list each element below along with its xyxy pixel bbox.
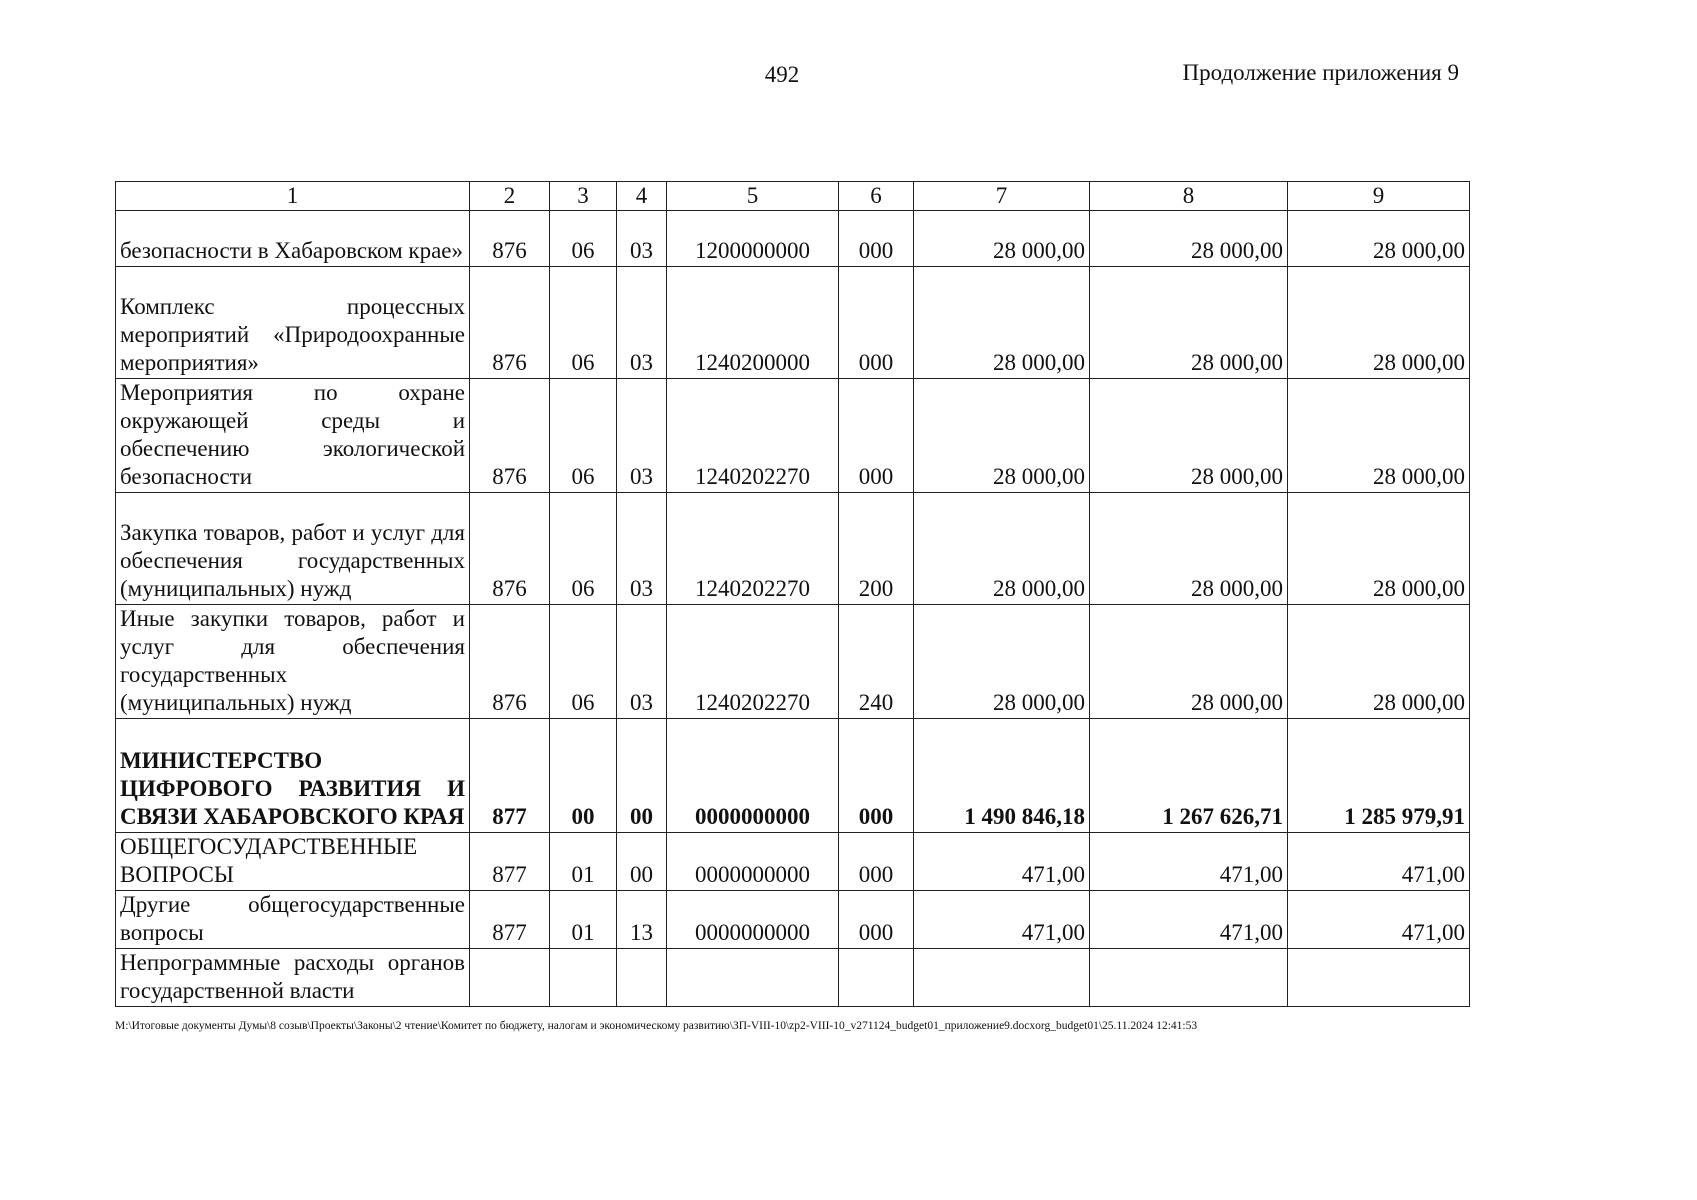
expense-type-code: 000: [839, 833, 914, 891]
ministry-code: 876: [470, 493, 550, 605]
column-header: 5: [667, 182, 839, 211]
expense-type-code: [839, 949, 914, 1007]
page-number: 492: [764, 62, 800, 87]
subsection-code: 00: [617, 833, 667, 891]
target-article-code: 0000000000: [667, 891, 839, 949]
amount-col7: 28 000,00: [914, 493, 1090, 605]
amount-col8: 28 000,00: [1090, 267, 1288, 379]
table-row: [116, 267, 1470, 379]
item-name: безопасности в Хабаровском крае»: [116, 211, 470, 267]
subsection-code: 00: [617, 719, 667, 833]
column-header: 3: [550, 182, 617, 211]
section-code: 06: [550, 605, 617, 719]
budget-table: [115, 181, 1470, 1007]
subsection-code: 03: [617, 493, 667, 605]
amount-col7: 471,00: [914, 833, 1090, 891]
file-path-footer: M:\Итоговые документы Думы\8 созыв\Проекты\Законы\2 чтение\Комитет по бюджету, налогам и экономическому развитию\ЗП-VIII-10\zp2-VIII-10_v271124_budget01_приложение9.docxorg_budget01\25.11.2024 12:41:53: [115, 1020, 1198, 1032]
table-row: [116, 211, 1470, 267]
ministry-code: 877: [470, 833, 550, 891]
amount-col8: 471,00: [1090, 833, 1288, 891]
ministry-code: 877: [470, 891, 550, 949]
section-code: [550, 949, 617, 1007]
expense-type-code: 000: [839, 891, 914, 949]
expense-type-code: 240: [839, 605, 914, 719]
amount-col7: 1 490 846,18: [914, 719, 1090, 833]
amount-col7: 28 000,00: [914, 211, 1090, 267]
table-row-ministry-total: [116, 719, 1470, 833]
amount-col9: 28 000,00: [1288, 267, 1470, 379]
target-article-code: 1240200000: [667, 267, 839, 379]
amount-col9: 28 000,00: [1288, 605, 1470, 719]
subsection-code: 03: [617, 605, 667, 719]
target-article-code: 0000000000: [667, 719, 839, 833]
amount-col9: 471,00: [1288, 833, 1470, 891]
item-name: Непрограммные расходы органов государственной власти: [116, 949, 470, 1007]
amount-col8: 1 267 626,71: [1090, 719, 1288, 833]
column-header: 8: [1090, 182, 1288, 211]
section-code: 00: [550, 719, 617, 833]
amount-col7: [914, 949, 1090, 1007]
table-row: [116, 949, 1470, 1007]
amount-col7: 28 000,00: [914, 605, 1090, 719]
section-code: 06: [550, 211, 617, 267]
amount-col9: [1288, 949, 1470, 1007]
target-article-code: 1240202270: [667, 379, 839, 493]
table-row: [116, 379, 1470, 493]
ministry-code: 876: [470, 379, 550, 493]
target-article-code: 1240202270: [667, 605, 839, 719]
section-code: 06: [550, 267, 617, 379]
ministry-code: 876: [470, 267, 550, 379]
target-article-code: 0000000000: [667, 833, 839, 891]
amount-col8: 28 000,00: [1090, 379, 1288, 493]
table-row: [116, 493, 1470, 605]
item-name: Закупка товаров, работ и услуг для обеспечения государственных (муниципальных) нужд: [116, 493, 470, 605]
column-header: 6: [839, 182, 914, 211]
amount-col7: 28 000,00: [914, 267, 1090, 379]
amount-col8: 28 000,00: [1090, 211, 1288, 267]
amount-col7: 471,00: [914, 891, 1090, 949]
item-name: ОБЩЕГОСУДАРСТВЕННЫЕ ВОПРОСЫ: [116, 833, 470, 891]
target-article-code: [667, 949, 839, 1007]
ministry-code: [470, 949, 550, 1007]
section-code: 06: [550, 493, 617, 605]
column-header: 4: [617, 182, 667, 211]
table-row: [116, 605, 1470, 719]
continuation-title: Продолжение приложения 9: [1182, 60, 1459, 85]
ministry-code: 876: [470, 605, 550, 719]
amount-col8: 28 000,00: [1090, 493, 1288, 605]
target-article-code: 1200000000: [667, 211, 839, 267]
table-row: [116, 833, 1470, 891]
table-row: [116, 891, 1470, 949]
ministry-code: 877: [470, 719, 550, 833]
section-code: 01: [550, 833, 617, 891]
item-name: Мероприятия по охране окружающей среды и обеспечению экологической безопасности: [116, 379, 470, 493]
section-code: 01: [550, 891, 617, 949]
subsection-code: 03: [617, 267, 667, 379]
column-number-row: [116, 182, 1470, 211]
column-header: 1: [116, 182, 470, 211]
amount-col8: 28 000,00: [1090, 605, 1288, 719]
column-header: 9: [1288, 182, 1470, 211]
item-name: МИНИСТЕРСТВО ЦИФРОВОГО РАЗВИТИЯ И СВЯЗИ ХАБАРОВСКОГО КРАЯ: [116, 719, 470, 833]
item-name: Другие общегосударственные вопросы: [116, 891, 470, 949]
subsection-code: 03: [617, 211, 667, 267]
amount-col8: [1090, 949, 1288, 1007]
amount-col9: 28 000,00: [1288, 211, 1470, 267]
amount-col7: 28 000,00: [914, 379, 1090, 493]
expense-type-code: 000: [839, 267, 914, 379]
amount-col9: 28 000,00: [1288, 493, 1470, 605]
subsection-code: 03: [617, 379, 667, 493]
target-article-code: 1240202270: [667, 493, 839, 605]
expense-type-code: 000: [839, 719, 914, 833]
expense-type-code: 000: [839, 211, 914, 267]
ministry-code: 876: [470, 211, 550, 267]
amount-col8: 471,00: [1090, 891, 1288, 949]
expense-type-code: 000: [839, 379, 914, 493]
amount-col9: 1 285 979,91: [1288, 719, 1470, 833]
item-name: Комплекс процессных мероприятий «Природоохранные мероприятия»: [116, 267, 470, 379]
column-header: 7: [914, 182, 1090, 211]
amount-col9: 471,00: [1288, 891, 1470, 949]
subsection-code: 13: [617, 891, 667, 949]
section-code: 06: [550, 379, 617, 493]
column-header: 2: [470, 182, 550, 211]
expense-type-code: 200: [839, 493, 914, 605]
item-name: Иные закупки товаров, работ и услуг для обеспечения государственных (муниципальных) нужд: [116, 605, 470, 719]
subsection-code: [617, 949, 667, 1007]
amount-col9: 28 000,00: [1288, 379, 1470, 493]
